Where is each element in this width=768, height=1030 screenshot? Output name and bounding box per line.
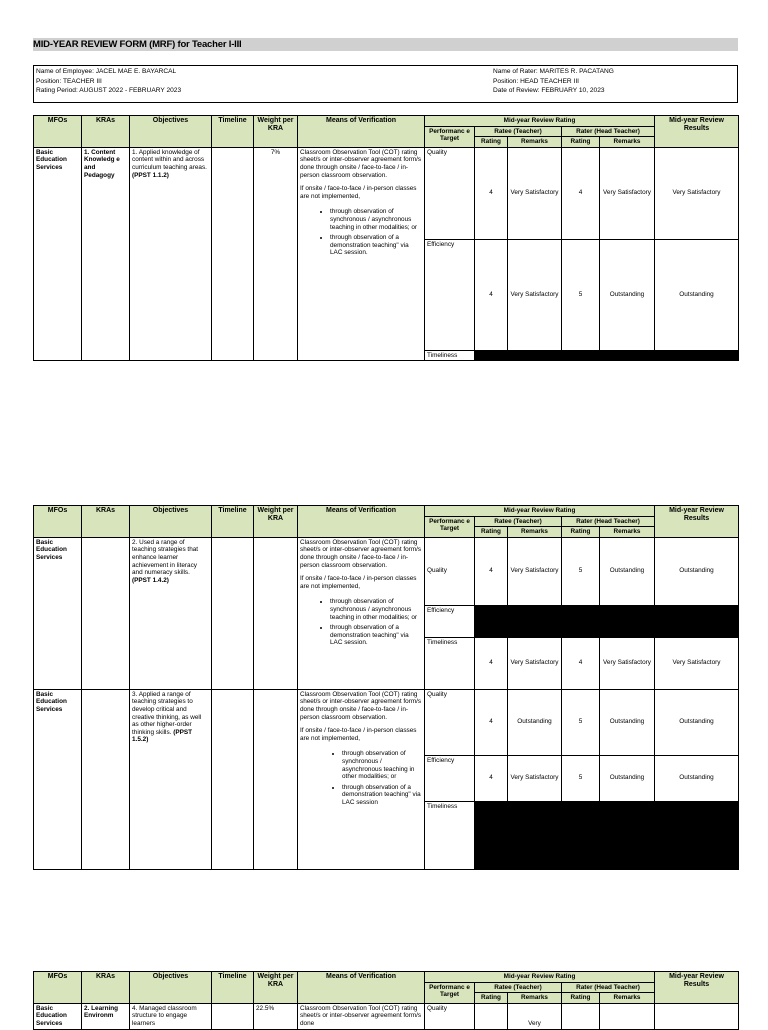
header-timeline: Timeline [212, 116, 254, 148]
header-ratee: Ratee (Teacher) [475, 982, 562, 993]
review-table-1 [33, 115, 739, 361]
timeline-cell [212, 689, 254, 869]
timeline-cell [212, 1003, 254, 1029]
mov-bullet: • through observation of a demonstration teaching" via LAC session. [330, 234, 422, 257]
header-perf-target: Performanc e Target [425, 516, 475, 537]
mov-bullet: • through observation of synchronous / asynchronous teaching in other modalities; or [330, 208, 422, 231]
rater-remarks: Outstanding [600, 239, 655, 350]
review-result: Very Satisfactory [655, 147, 739, 239]
rater-rating: 5 [562, 689, 600, 755]
header-mov: Means of Verification [298, 972, 425, 1004]
ratee-remarks: Very Satisfactory [508, 755, 562, 801]
rater-rating: 4 [562, 147, 600, 239]
ratee-rating: 4 [475, 239, 508, 350]
objective-cell [130, 537, 212, 689]
header-objectives: Objectives [130, 116, 212, 148]
rater-remarks [600, 1003, 655, 1029]
form-title: MID-YEAR REVIEW FORM (MRF) for Teacher I-III [33, 38, 738, 51]
header-mfos: MFOs [34, 972, 82, 1004]
target-quality: Quality [425, 147, 475, 239]
review-table-3 [33, 971, 739, 1030]
header-ratee-remarks: Remarks [508, 527, 562, 538]
rater-info [493, 67, 614, 96]
employee-position: Position: TEACHER III [36, 77, 102, 85]
rater-remarks: Outstanding [600, 537, 655, 605]
mfo-cell: Basic Education Services [34, 689, 82, 869]
ratee-rating: 4 [475, 755, 508, 801]
header-ratee-rating: Rating [475, 993, 508, 1004]
rater-position: Position: HEAD TEACHER III [493, 77, 579, 85]
header-weight: Weight per KRA [254, 972, 298, 1004]
review-table-2 [33, 505, 739, 870]
ratee-rating: 4 [475, 689, 508, 755]
target-timeliness: Timeliness [425, 637, 475, 689]
timeline-cell [212, 537, 254, 689]
header-mfos: MFOs [34, 116, 82, 148]
header-ratee-remarks: Remarks [508, 993, 562, 1004]
target-efficiency: Efficiency [425, 605, 475, 637]
rater-remarks: Very Satisfactory [600, 637, 655, 689]
review-result: Outstanding [655, 537, 739, 605]
ratee-rating: 4 [475, 147, 508, 239]
weight-cell: 22.5% [254, 1003, 298, 1029]
mov-bullet: • through observation of a demonstration teaching" via LAC session [342, 784, 422, 807]
rater-remarks: Outstanding [600, 755, 655, 801]
employee-info-box [33, 65, 738, 103]
review-result [655, 1003, 739, 1029]
header-mfos: MFOs [34, 506, 82, 538]
target-timeliness: Timeliness [425, 801, 475, 869]
header-ratee-remarks: Remarks [508, 137, 562, 148]
header-kras: KRAs [82, 506, 130, 538]
employee-info [36, 67, 181, 96]
timeline-cell [212, 147, 254, 361]
mfo-cell: Basic Education Services [34, 147, 82, 361]
header-rater-rating: Rating [562, 137, 600, 148]
rater-rating [562, 1003, 600, 1029]
objective-text: 1. Applied knowledge of content within and across curriculum teaching areas. [132, 148, 207, 171]
header-weight: Weight per KRA [254, 506, 298, 538]
header-ratee-rating: Rating [475, 137, 508, 148]
header-rater-remarks: Remarks [600, 993, 655, 1004]
rater-name: Name of Rater: MARITES R. PACATANG [493, 68, 614, 75]
mov-bullet: • through observation of synchronous / asynchronous teaching in other modalities; or [342, 750, 422, 780]
mfo-cell: Basic Education Services [34, 1003, 82, 1029]
weight-cell [254, 537, 298, 689]
mov-main: Classroom Observation Tool (COT) rating sheet/s or inter-observer agreement form/s done through onsite / face-to-face / in-person classroom observation. [300, 148, 422, 179]
ratee-remarks: Outstanding [508, 689, 562, 755]
header-results: Mid-year Review Results [655, 972, 739, 1004]
target-quality: Quality [425, 1003, 475, 1029]
mov-bullet: • through observation of a demonstration teaching" via LAC session. [330, 624, 422, 647]
kra-cell: 1. Content Knowledg e and Pedagogy [82, 147, 130, 361]
rater-rating: 4 [562, 637, 600, 689]
mov-main: Classroom Observation Tool (COT) rating sheet/s or inter-observer agreement form/s done through onsite / face-to-face / in-person classroom observation. [300, 538, 422, 569]
ratee-remarks: Very Satisfactory [508, 239, 562, 350]
mov-cell [298, 537, 425, 689]
blacked-out-cell [475, 801, 739, 869]
header-timeline: Timeline [212, 506, 254, 538]
ratee-rating: 4 [475, 537, 508, 605]
rating-period: Rating Period: AUGUST 2022 - FEBRUARY 2023 [36, 87, 182, 94]
target-efficiency: Efficiency [425, 755, 475, 801]
header-timeline: Timeline [212, 972, 254, 1004]
header-rater-rating: Rating [562, 993, 600, 1004]
kra-cell [82, 537, 130, 689]
mov-alt: If onsite / face-to-face / in-person classes are not implemented, [300, 185, 417, 200]
header-rater-rating: Rating [562, 527, 600, 538]
header-midyear-rating: Mid-year Review Rating [425, 972, 655, 983]
mov-cell [298, 689, 425, 869]
header-perf-target: Performanc e Target [425, 126, 475, 147]
header-objectives: Objectives [130, 506, 212, 538]
rater-rating: 5 [562, 537, 600, 605]
ratee-rating [475, 1003, 508, 1029]
mov-alt: If onsite / face-to-face / in-person classes are not implemented, [300, 727, 417, 742]
header-rater: Rater (Head Teacher) [562, 126, 655, 137]
weight-cell: 7% [254, 147, 298, 361]
header-results: Mid-year Review Results [655, 116, 739, 148]
rater-remarks: Very Satisfactory [600, 147, 655, 239]
mfo-cell: Basic Education Services [34, 537, 82, 689]
ratee-remarks: Very Satisfactory [508, 637, 562, 689]
rater-remarks: Outstanding [600, 689, 655, 755]
header-rater-remarks: Remarks [600, 527, 655, 538]
employee-name: Name of Employee: JACEL MAE E. BAYARCAL [36, 68, 177, 75]
header-ratee: Ratee (Teacher) [475, 126, 562, 137]
ppst-code: (PPST 1.4.2) [132, 576, 169, 584]
ppst-code: (PPST 1.1.2) [132, 171, 169, 179]
target-quality: Quality [425, 689, 475, 755]
header-rater: Rater (Head Teacher) [562, 982, 655, 993]
ppst-code: (PPST 1.5.2) [132, 728, 193, 744]
kra-cell [82, 689, 130, 869]
header-midyear-rating: Mid-year Review Rating [425, 116, 655, 127]
review-result: Very Satisfactory [655, 637, 739, 689]
objective-cell [130, 689, 212, 869]
mov-main: Classroom Observation Tool (COT) rating sheet/s or inter-observer agreement form/s done through onsite / face-to-face / in-person classroom observation. [300, 690, 422, 721]
header-perf-target: Performanc e Target [425, 982, 475, 1003]
header-rater: Rater (Head Teacher) [562, 516, 655, 527]
review-result: Outstanding [655, 239, 739, 350]
mov-cell: Classroom Observation Tool (COT) rating sheet/s or inter-observer agreement form/s done [298, 1003, 425, 1029]
header-ratee: Ratee (Teacher) [475, 516, 562, 527]
blacked-out-cell [475, 605, 739, 637]
objective-cell [130, 147, 212, 361]
header-objectives: Objectives [130, 972, 212, 1004]
review-result: Outstanding [655, 755, 739, 801]
objective-text: 3. Applied a range of teaching strategies to develop critical and creative thinking, as well as other higher-order thinking skills. [132, 690, 202, 736]
ratee-remarks: Very Satisfactory [508, 147, 562, 239]
header-mov: Means of Verification [298, 116, 425, 148]
review-result: Outstanding [655, 689, 739, 755]
ratee-remarks: Very [508, 1003, 562, 1029]
objective-cell: 4. Managed classroom structure to engage learners [130, 1003, 212, 1029]
header-mov: Means of Verification [298, 506, 425, 538]
header-rater-remarks: Remarks [600, 137, 655, 148]
ratee-remarks: Very Satisfactory [508, 537, 562, 605]
rater-rating: 5 [562, 755, 600, 801]
header-kras: KRAs [82, 116, 130, 148]
kra-cell: 2. Learning Environm [82, 1003, 130, 1029]
target-timeliness: Timeliness [425, 350, 475, 361]
review-date: Date of Review: FEBRUARY 10, 2023 [493, 87, 605, 94]
header-ratee-rating: Rating [475, 527, 508, 538]
header-midyear-rating: Mid-year Review Rating [425, 506, 655, 517]
header-kras: KRAs [82, 972, 130, 1004]
mov-cell [298, 147, 425, 361]
blacked-out-cell [475, 350, 739, 361]
header-results: Mid-year Review Results [655, 506, 739, 538]
header-weight: Weight per KRA [254, 116, 298, 148]
weight-cell [254, 689, 298, 869]
target-efficiency: Efficiency [425, 239, 475, 350]
mov-bullet: • through observation of synchronous / asynchronous teaching in other modalities; or [330, 598, 422, 621]
ratee-rating: 4 [475, 637, 508, 689]
target-quality: Quality [425, 537, 475, 605]
objective-text: 2. Used a range of teaching strategies that enhance learner achievement in literacy and numeracy skills. [132, 538, 199, 577]
rater-rating: 5 [562, 239, 600, 350]
mov-alt: If onsite / face-to-face / in-person classes are not implemented, [300, 575, 417, 590]
